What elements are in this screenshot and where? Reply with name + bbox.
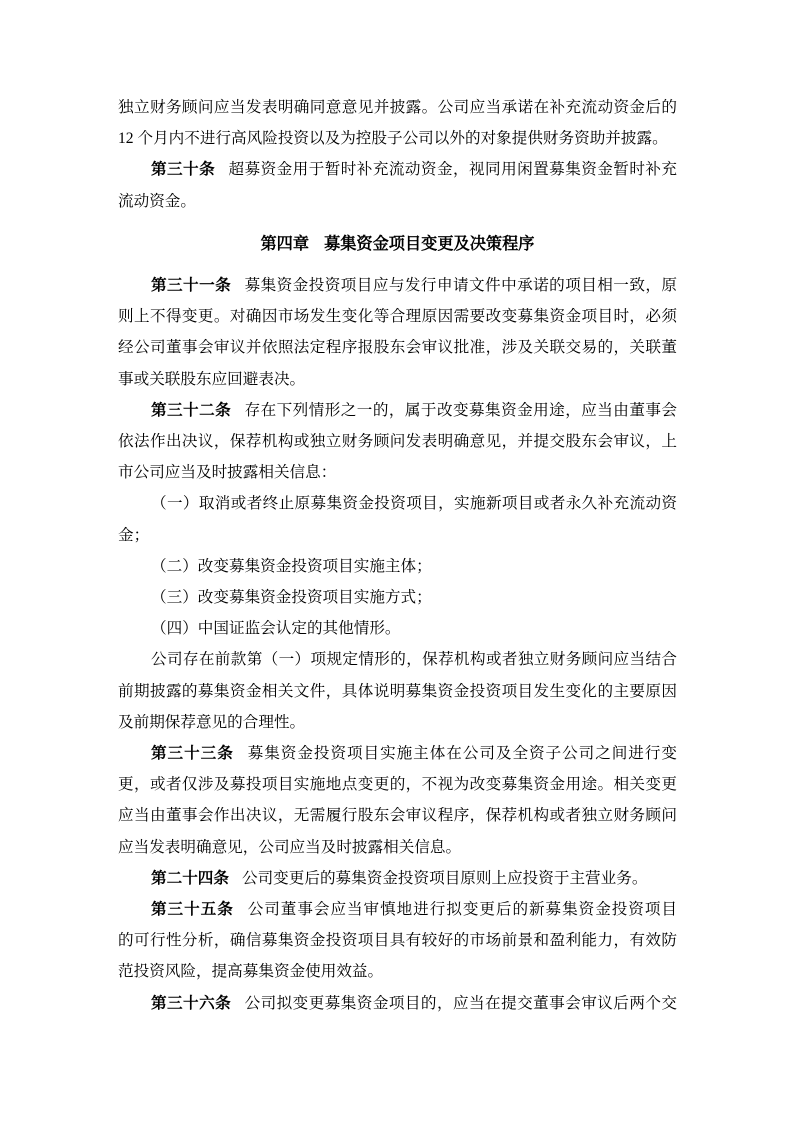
- paragraph-article-33: [118, 738, 677, 863]
- text-line: [118, 988, 677, 1019]
- text-line: [118, 186, 677, 217]
- line-text: 依法作出决议，保荐机构或独立财务顾问发表明确意见，并提交股东会审议，上: [118, 433, 677, 451]
- article-number: 第二十四条: [151, 869, 229, 887]
- text-line: [118, 364, 677, 395]
- chapter-heading: [118, 229, 677, 260]
- article-number: 第三十一条: [151, 277, 232, 295]
- paragraph-article-30: [118, 154, 677, 216]
- text-line: [118, 395, 677, 426]
- line-text: 应当由董事会作出决议，无需履行股东会审议程序，保荐机构或者独立财务顾问: [118, 807, 677, 825]
- line-text: 市公司应当及时披露相关信息：: [118, 464, 337, 482]
- line-text: （四）中国证监会认定的其他情形。: [151, 620, 401, 638]
- line-text: 公司拟变更募集资金项目的，应当在提交董事会审议后两个交: [244, 994, 677, 1012]
- article-number: 第三十五条: [151, 901, 234, 919]
- text-line: [118, 301, 677, 332]
- text-line: [118, 551, 677, 582]
- text-line: [118, 488, 677, 519]
- article-number: 第三十三条: [151, 745, 234, 763]
- line-text: 范投资风险，提高募集资金使用效益。: [118, 963, 384, 981]
- article-number: 第三十六条: [151, 994, 232, 1012]
- text-line: [118, 644, 677, 675]
- text-line: [118, 769, 677, 800]
- chapter-number: 第四章: [260, 234, 310, 253]
- line-text: 公司董事会应当审慎地进行拟变更后的新募集资金投资项目: [246, 901, 677, 919]
- line-text: 募集资金投资项目应与发行申请文件中承诺的项目相一致，原: [244, 277, 677, 295]
- paragraph-article-35: [118, 894, 677, 988]
- text-line: [118, 457, 677, 488]
- text-line: [118, 613, 677, 644]
- text-line: [118, 582, 677, 613]
- line-text: （三）改变募集资金投资项目实施方式；: [151, 589, 432, 607]
- text-line: [118, 676, 677, 707]
- line-text: （一）取消或者终止原募集资金投资项目，实施新项目或者永久补充流动资: [151, 495, 677, 513]
- article-number: 第三十条: [151, 161, 216, 179]
- line-text: 流动资金。: [118, 192, 196, 210]
- line-text: 金；: [118, 526, 150, 544]
- text-line: [118, 707, 677, 738]
- text-line: [118, 154, 677, 185]
- document-content: [118, 92, 677, 1019]
- article-number: 第三十二条: [151, 401, 232, 419]
- line-text: 前期披露的募集资金相关文件，具体说明募集资金投资项目发生变化的主要原因: [118, 682, 677, 700]
- text-line: [118, 270, 677, 301]
- list-item-2: [118, 551, 677, 582]
- text-line: [118, 800, 677, 831]
- paragraph-continuation: [118, 92, 677, 154]
- text-line: [118, 738, 677, 769]
- paragraph-article-24: [118, 863, 677, 894]
- text-line: [118, 832, 677, 863]
- line-text: 的可行性分析，确信募集资金投资项目具有较好的市场前景和盈利能力，有效防: [118, 932, 677, 950]
- text-line: [118, 520, 677, 551]
- line-text: 募集资金投资项目实施主体在公司及全资子公司之间进行变: [246, 745, 677, 763]
- paragraph-provision: [118, 644, 677, 738]
- line-text: 则上不得变更。对确因市场发生变化等合理原因需要改变募集资金项目时，必须: [118, 308, 677, 326]
- text-line: [118, 426, 677, 457]
- line-text: 经公司董事会审议并依照法定程序报股东会审议批准，涉及关联交易的，关联董: [118, 339, 677, 357]
- line-text: （二）改变募集资金投资项目实施主体；: [151, 557, 432, 575]
- text-line: [118, 123, 677, 154]
- list-item-4: [118, 613, 677, 644]
- line-text: 12 个月内不进行高风险投资以及为控股子公司以外的对象提供财务资助并披露。: [118, 130, 668, 148]
- text-line: [118, 956, 677, 987]
- text-line: [118, 92, 677, 123]
- line-text: 公司存在前款第（一）项规定情形的，保荐机构或者独立财务顾问应当结合: [151, 651, 677, 669]
- line-text: 公司变更后的募集资金投资项目原则上应投资于主营业务。: [241, 869, 648, 887]
- list-item-3: [118, 582, 677, 613]
- paragraph-article-32: [118, 395, 677, 489]
- line-text: 独立财务顾问应当发表明确同意意见并披露。公司应当承诺在补充流动资金后的: [118, 99, 677, 116]
- line-text: 超募资金用于暂时补充流动资金，视同用闲置募集资金暂时补充: [228, 161, 677, 179]
- text-line: [118, 925, 677, 956]
- list-item-1: [118, 488, 677, 550]
- paragraph-article-36: [118, 988, 677, 1019]
- chapter-title: 募集资金项目变更及决策程序: [324, 234, 535, 253]
- text-line: [118, 894, 677, 925]
- line-text: 更，或者仅涉及募投项目实施地点变更的，不视为改变募集资金用途。相关变更: [118, 776, 677, 794]
- line-text: 应当发表明确意见，公司应当及时披露相关信息。: [118, 838, 462, 856]
- line-text: 存在下列情形之一的，属于改变募集资金用途，应当由董事会: [244, 401, 677, 419]
- line-text: 事或关联股东应回避表决。: [118, 370, 306, 388]
- text-line: [118, 863, 677, 894]
- paragraph-article-31: [118, 270, 677, 395]
- text-line: [118, 332, 677, 363]
- line-text: 及前期保荐意见的合理性。: [118, 713, 306, 731]
